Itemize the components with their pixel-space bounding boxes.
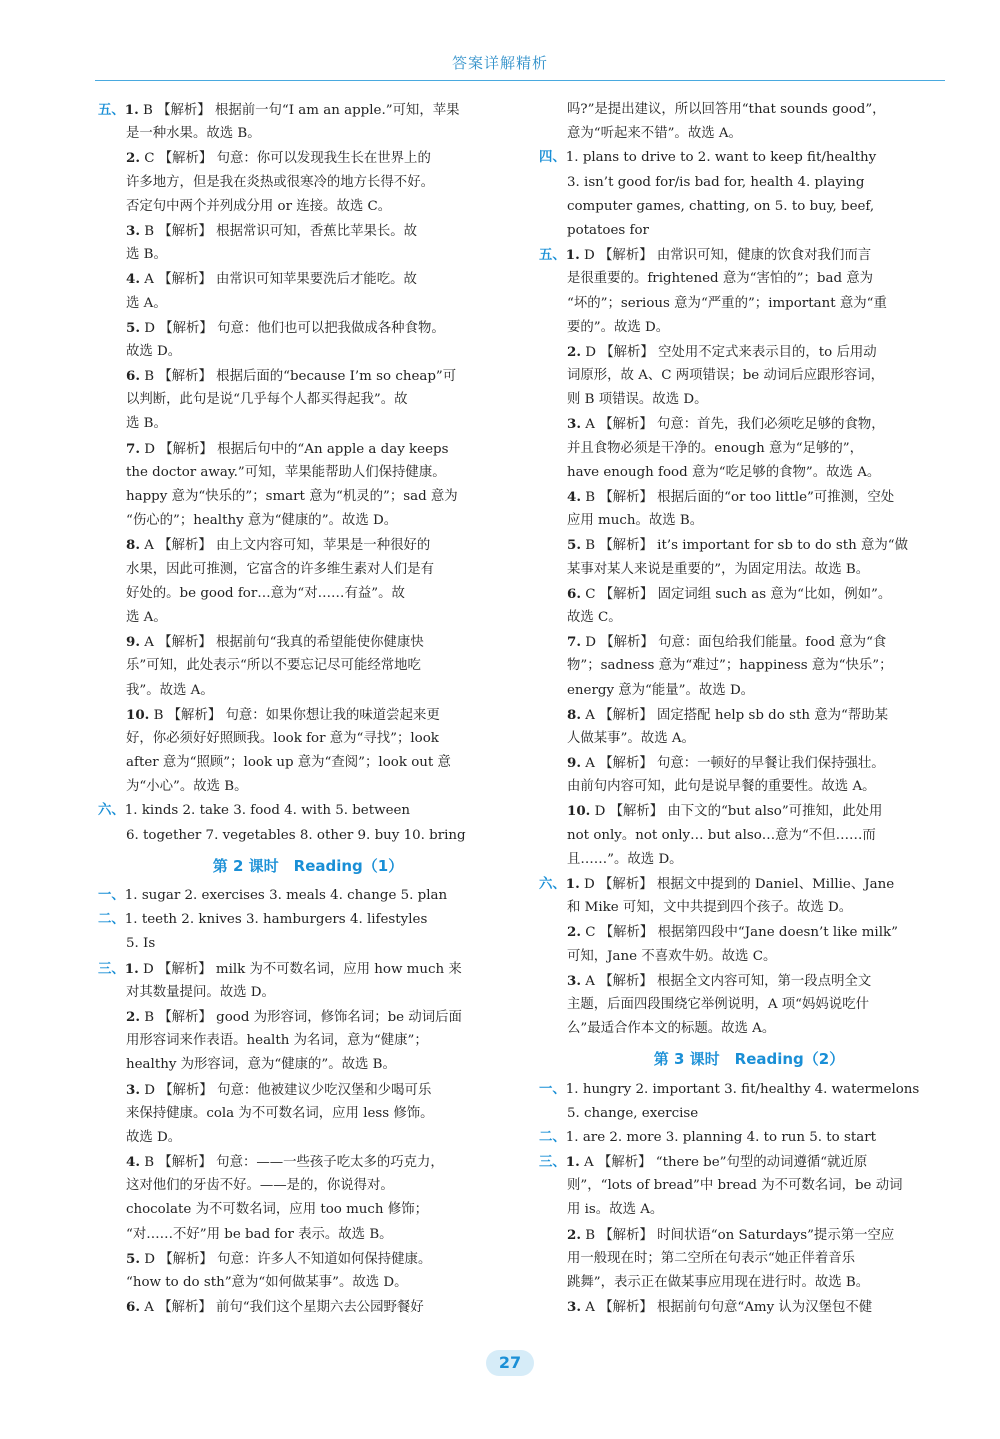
answer-letter: D bbox=[143, 961, 154, 977]
text-line bbox=[98, 340, 518, 364]
answer-letter: B bbox=[585, 538, 596, 554]
item-number: 9. bbox=[567, 755, 581, 772]
line-text: 对其数量提问。故选 D。 bbox=[126, 984, 275, 1000]
text-line bbox=[98, 727, 518, 751]
answer-item bbox=[98, 703, 518, 727]
line-text: have enough food 意为“吃足够的食物”。故选 A。 bbox=[567, 464, 881, 480]
line-text: 【解析】 句意：如果你想让我的味道尝起来更 bbox=[167, 707, 440, 723]
text-line bbox=[98, 1029, 518, 1053]
line-text: 【解析】 根据前句“我真的希望能使你健康快 bbox=[158, 635, 424, 651]
line-text: 故选 C。 bbox=[567, 609, 622, 625]
answer-item bbox=[539, 872, 959, 896]
line-text: 【解析】 句意：许多人不知道如何保持健康。 bbox=[159, 1251, 432, 1267]
line-text: 6. together 7. vegetables 8. other 9. buy 10. bring bbox=[126, 827, 466, 843]
text-line bbox=[98, 1053, 518, 1077]
line-text: 【解析】 good 为形容词，修饰名词；be 动词后面 bbox=[158, 1009, 462, 1025]
answer-item bbox=[539, 146, 959, 170]
answer-item bbox=[98, 1005, 518, 1029]
line-text: 这对他们的牙齿不好。——是的，你说得对。 bbox=[126, 1178, 394, 1194]
line-text: 【解析】 句意：一顿好的早餐让我们保持强壮。 bbox=[599, 756, 885, 772]
item-number: 1. bbox=[565, 247, 580, 264]
line-text: “坏的”；serious 意为“严重的”；important 意为“重 bbox=[567, 295, 887, 311]
answer-letter: A bbox=[144, 1300, 154, 1316]
line-text: 么”最适合作本文的标题。故选 A。 bbox=[567, 1021, 776, 1037]
answer-letter: D bbox=[594, 804, 606, 820]
text-line bbox=[98, 122, 518, 146]
page-number: 27 bbox=[498, 1353, 522, 1372]
line-text: 可知，Jane 不喜欢牛奶。故选 C。 bbox=[567, 948, 777, 964]
line-text: 【解析】 句意：你可以发现我生长在世界上的 bbox=[158, 151, 431, 167]
answer-item bbox=[539, 1223, 959, 1247]
answer-letter: B bbox=[144, 1009, 155, 1025]
text-line bbox=[98, 1223, 518, 1247]
text-line bbox=[539, 98, 959, 122]
item-number: 5. bbox=[126, 1250, 140, 1267]
answer-item bbox=[539, 1078, 959, 1102]
line-text: 【解析】 根据后面的“or too little”可推测，空处 bbox=[599, 490, 895, 505]
answer-item bbox=[539, 533, 959, 557]
line-text: 选 A。 bbox=[126, 609, 167, 625]
answer-item bbox=[98, 884, 518, 908]
line-text: 【解析】 句意：面包给我们能量。food 意为“食 bbox=[600, 635, 887, 651]
line-text: 否定句中两个并列成分用 or 连接。故选 C。 bbox=[126, 198, 392, 214]
text-line bbox=[98, 981, 518, 1005]
item-number: 4. bbox=[567, 489, 581, 505]
answer-letter: A bbox=[585, 756, 595, 772]
line-text: potatoes for bbox=[567, 222, 649, 238]
line-text: 选 B。 bbox=[126, 247, 167, 263]
line-text: 1. sugar 2. exercises 3. meals 4. change 5. plan bbox=[124, 888, 448, 903]
line-text: “对……不好”用 be bad for 表示。故选 B。 bbox=[126, 1226, 393, 1242]
answer-item bbox=[539, 582, 959, 606]
text-line bbox=[539, 727, 959, 751]
text-line bbox=[539, 775, 959, 799]
line-text: 用一般现在时；第二空所在句表示“她正伴着音乐 bbox=[567, 1250, 856, 1266]
answer-item bbox=[539, 340, 959, 364]
line-text: 水果，因此可推测，它富含的许多维生素对人们是有 bbox=[126, 561, 434, 577]
item-number: 3. bbox=[126, 222, 140, 239]
line-text: 故选 D。 bbox=[126, 343, 182, 359]
line-text: 应用 much。故选 B。 bbox=[567, 513, 704, 529]
answer-letter: C bbox=[144, 151, 155, 167]
answer-item bbox=[98, 364, 518, 388]
text-line bbox=[539, 654, 959, 678]
line-text: 【解析】 句意：——一些孩子吃太多的巧克力， bbox=[158, 1155, 444, 1171]
text-line bbox=[98, 292, 518, 316]
text-line bbox=[98, 1198, 518, 1222]
line-text: energy 意为“能量”。故选 D。 bbox=[567, 682, 755, 698]
item-number: 6. bbox=[126, 368, 140, 385]
section-marker: 三、 bbox=[98, 961, 125, 977]
line-text: 【解析】 空处用不定式来表示目的，to 后用动 bbox=[600, 344, 877, 360]
answer-letter: B bbox=[144, 223, 155, 239]
text-line bbox=[539, 292, 959, 316]
right-column bbox=[539, 98, 959, 1319]
answer-item bbox=[539, 243, 959, 267]
text-line bbox=[539, 437, 959, 461]
answer-item bbox=[539, 751, 959, 775]
line-text: 【解析】 根据后面的“because I’m so cheap”可 bbox=[158, 369, 457, 385]
lesson-heading: 第 3 课时 Reading（2） bbox=[653, 1050, 845, 1069]
item-number: 5. bbox=[126, 319, 140, 336]
item-number: 1. bbox=[565, 1154, 580, 1171]
answer-item bbox=[98, 316, 518, 340]
line-text: 人做某事”。故选 A。 bbox=[567, 730, 695, 746]
answer-item bbox=[539, 799, 959, 823]
answer-letter: A bbox=[585, 973, 595, 989]
answer-item bbox=[98, 1247, 518, 1271]
answer-letter: B bbox=[585, 1227, 596, 1243]
text-line bbox=[98, 412, 518, 436]
item-number: 8. bbox=[126, 537, 140, 554]
line-text: 1. plans to drive to 2. want to keep fit/healthy bbox=[565, 150, 877, 166]
item-number: 3. bbox=[126, 1081, 140, 1098]
header-divider bbox=[95, 80, 945, 81]
line-text: 意为“听起来不错”。故选 A。 bbox=[567, 126, 742, 142]
line-text: 【解析】 句意：首先，我们必须吃足够的食物， bbox=[599, 417, 885, 433]
answer-item bbox=[539, 969, 959, 993]
answer-letter: D bbox=[584, 248, 595, 264]
line-text: 用 is。故选 A。 bbox=[567, 1202, 664, 1218]
line-text: 跳舞”，表示正在做某事应用现在进行时。故选 B。 bbox=[567, 1275, 870, 1290]
answer-item bbox=[98, 630, 518, 654]
answer-item bbox=[539, 1295, 959, 1319]
answer-letter: B bbox=[153, 707, 164, 723]
line-text: 1. are 2. more 3. planning 4. to run 5. to start bbox=[565, 1129, 876, 1145]
item-number: 1. bbox=[124, 960, 139, 977]
line-text: 则 B 项错误。故选 D。 bbox=[567, 392, 708, 408]
item-number: 2. bbox=[126, 150, 140, 167]
text-line bbox=[539, 122, 959, 146]
line-text: 【解析】 根据后句中的“An apple a day keeps bbox=[159, 441, 449, 457]
text-line bbox=[98, 606, 518, 630]
line-text: 【解析】 根据全文内容可知，第一段点明全文 bbox=[599, 973, 872, 989]
item-number: 2. bbox=[567, 343, 581, 360]
line-text: 【解析】 句意：他被建议少吃汉堡和少喝可乐 bbox=[159, 1082, 432, 1098]
text-line bbox=[98, 775, 518, 799]
text-line bbox=[98, 485, 518, 509]
answer-letter: A bbox=[144, 538, 154, 554]
text-line bbox=[98, 679, 518, 703]
line-text: 是一种水果。故选 B。 bbox=[126, 126, 261, 142]
answer-item bbox=[98, 533, 518, 557]
text-line bbox=[539, 1247, 959, 1271]
answer-item bbox=[98, 267, 518, 291]
line-text: 由前句内容可知，此句是说早餐的重要性。故选 A。 bbox=[567, 779, 876, 795]
item-number: 7. bbox=[126, 440, 140, 457]
line-text: happy 意为“快乐的”；smart 意为“机灵的”；sad 意为 bbox=[126, 489, 458, 504]
item-number: 2. bbox=[126, 1008, 140, 1025]
section-marker: 五、 bbox=[539, 248, 566, 264]
line-text: 是很重要的。frightened 意为“害怕的”；bad 意为 bbox=[567, 271, 874, 287]
text-line bbox=[98, 388, 518, 412]
item-number: 4. bbox=[126, 1154, 140, 1171]
answer-letter: B bbox=[143, 103, 153, 118]
line-text: 【解析】 根据前一句“I am an apple.”可知，苹果 bbox=[157, 103, 460, 118]
line-text: 5. change, exercise bbox=[567, 1105, 699, 1121]
line-text: 1. kinds 2. take 3. food 4. with 5. between bbox=[124, 803, 411, 819]
answer-letter: C bbox=[585, 925, 596, 941]
text-line bbox=[98, 509, 518, 533]
line-text: 则”，“lots of bread”中 bread 为不可数名词，be 动词 bbox=[567, 1178, 903, 1194]
text-line bbox=[98, 1174, 518, 1198]
line-text: 好处的。be good for…意为“对……有益”。故 bbox=[126, 585, 405, 601]
text-line bbox=[98, 195, 518, 219]
text-line bbox=[539, 219, 959, 243]
answer-letter: C bbox=[585, 586, 596, 602]
line-text: 【解析】 根据前句句意“Amy 认为汉堡包不健 bbox=[599, 1300, 873, 1316]
line-text: 选 A。 bbox=[126, 295, 167, 311]
line-text: 并且食物必须是干净的。enough 意为“足够的”， bbox=[567, 440, 864, 456]
item-number: 1. bbox=[124, 102, 139, 118]
text-line bbox=[539, 993, 959, 1017]
line-text: 【解析】 前句“我们这个星期六去公园野餐好 bbox=[158, 1300, 424, 1316]
answer-letter: A bbox=[585, 707, 595, 723]
line-text: 主题，后面四段围绕它举例说明，A 项“妈妈说吃什 bbox=[567, 996, 869, 1012]
text-line bbox=[98, 582, 518, 606]
text-line bbox=[98, 654, 518, 678]
text-line bbox=[539, 1271, 959, 1295]
answer-letter: D bbox=[144, 320, 155, 336]
text-line bbox=[539, 1174, 959, 1198]
item-number: 6. bbox=[126, 1299, 140, 1316]
text-line bbox=[539, 945, 959, 969]
text-line bbox=[98, 171, 518, 195]
text-line bbox=[98, 461, 518, 485]
line-text: 【解析】 句意：他们也可以把我做成各种食物。 bbox=[159, 320, 445, 336]
line-text: 【解析】 根据第四段中“Jane doesn’t like milk” bbox=[599, 925, 898, 941]
section-marker: 六、 bbox=[98, 803, 125, 819]
text-line bbox=[98, 1102, 518, 1126]
text-line bbox=[98, 1271, 518, 1295]
answer-letter: B bbox=[144, 1155, 155, 1171]
line-text: 【解析】 由下文的“but also”可推知，此处用 bbox=[609, 804, 883, 820]
answer-item bbox=[539, 412, 959, 436]
line-text: 我”。故选 A。 bbox=[126, 682, 214, 698]
text-line bbox=[98, 824, 518, 848]
answer-letter: D bbox=[144, 1251, 155, 1267]
line-text: healthy 为形容词，意为“健康的”。故选 B。 bbox=[126, 1057, 396, 1073]
text-line bbox=[98, 243, 518, 267]
line-text: 【解析】 由常识可知，健康的饮食对我们而言 bbox=[599, 248, 872, 264]
item-number: 2. bbox=[567, 924, 581, 941]
text-line bbox=[539, 195, 959, 219]
line-text: 3. isn’t good for/is bad for, health 4. playing bbox=[567, 174, 865, 190]
section-marker: 五、 bbox=[98, 103, 125, 118]
line-text: 好，你必须好好照顾我。look for 意为“寻找”；look bbox=[126, 730, 439, 746]
line-text: 【解析】 it’s important for sb to do sth 意为“做 bbox=[599, 538, 908, 554]
section-marker: 二、 bbox=[98, 912, 125, 928]
section-marker: 六、 bbox=[539, 877, 566, 892]
answer-item bbox=[98, 1295, 518, 1319]
answer-letter: D bbox=[585, 635, 596, 651]
answer-item bbox=[539, 485, 959, 509]
section-marker: 一、 bbox=[539, 1081, 566, 1097]
line-text: 【解析】 固定词组 such as 意为“比如，例如”。 bbox=[599, 586, 892, 602]
item-number: 9. bbox=[126, 634, 140, 651]
line-text: “how to do sth”意为“如何做某事”。故选 D。 bbox=[126, 1275, 408, 1290]
text-line bbox=[98, 751, 518, 775]
line-text: 选 B。 bbox=[126, 416, 167, 432]
line-text: 为“小心”。故选 B。 bbox=[126, 779, 248, 795]
line-text: computer games, chatting, on 5. to buy, beef, bbox=[567, 198, 875, 214]
answer-letter: A bbox=[585, 417, 595, 433]
answer-letter: D bbox=[585, 344, 596, 360]
answer-item bbox=[539, 1150, 959, 1174]
line-text: 用形容词来作表语。health 为名词，意为“健康”； bbox=[126, 1033, 428, 1049]
item-number: 8. bbox=[567, 706, 581, 723]
text-line bbox=[539, 461, 959, 485]
text-line bbox=[539, 896, 959, 920]
line-text: 某事对某人来说是重要的”，为固定用法。故选 B。 bbox=[567, 561, 870, 577]
line-text: 和 Mike 可知，文中共提到四个孩子。故选 D。 bbox=[567, 900, 853, 916]
text-line bbox=[539, 679, 959, 703]
item-number: 6. bbox=[567, 585, 581, 602]
text-line bbox=[539, 824, 959, 848]
item-number: 10. bbox=[567, 803, 591, 820]
answer-letter: D bbox=[144, 1082, 155, 1098]
text-line bbox=[539, 267, 959, 291]
line-text: 【解析】 milk 为不可数名词，应用 how much 来 bbox=[158, 961, 462, 977]
item-number: 4. bbox=[126, 271, 140, 288]
text-line bbox=[98, 932, 518, 956]
answer-item bbox=[98, 98, 518, 122]
line-text: 以判断，此句是说“几乎每个人都买得起我”。故 bbox=[126, 392, 408, 408]
line-text: 【解析】 根据文中提到的 Daniel、Millie、Jane bbox=[599, 877, 895, 892]
answer-item bbox=[98, 437, 518, 461]
section-marker: 二、 bbox=[539, 1129, 566, 1145]
answer-letter: A bbox=[584, 1155, 594, 1171]
answer-item bbox=[539, 920, 959, 944]
left-column bbox=[98, 98, 518, 1319]
answer-item bbox=[98, 1078, 518, 1102]
line-text: 【解析】 由上文内容可知，苹果是一种很好的 bbox=[158, 538, 431, 554]
line-text: 1. teeth 2. knives 3. hamburgers 4. lifestyles bbox=[124, 912, 428, 928]
text-line bbox=[98, 1126, 518, 1150]
line-text: 1. hungry 2. important 3. fit/healthy 4. watermelons bbox=[565, 1081, 920, 1097]
item-number: 1. bbox=[565, 876, 580, 892]
text-line bbox=[539, 1198, 959, 1222]
line-text: 5. Is bbox=[126, 936, 156, 952]
answer-letter: D bbox=[584, 877, 595, 892]
section-marker: 三、 bbox=[539, 1155, 566, 1171]
answer-item bbox=[98, 1150, 518, 1174]
text-line bbox=[539, 606, 959, 630]
answer-item bbox=[539, 1126, 959, 1150]
line-text: 许多地方，但是我在炎热或很寒冷的地方长得不好。 bbox=[126, 174, 434, 190]
answer-letter: A bbox=[585, 1300, 595, 1316]
line-text: 要的”。故选 D。 bbox=[567, 319, 670, 335]
item-number: 7. bbox=[567, 634, 581, 651]
text-line bbox=[539, 1017, 959, 1041]
line-text: 且……”。故选 D。 bbox=[567, 851, 683, 867]
text-line bbox=[539, 1102, 959, 1126]
text-line bbox=[539, 171, 959, 195]
line-text: 【解析】 根据常识可知，香蕉比苹果长。故 bbox=[158, 223, 418, 239]
line-text: the doctor away.”可知，苹果能帮助人们保持健康。 bbox=[126, 464, 446, 480]
answer-item bbox=[98, 957, 518, 981]
answer-item bbox=[98, 908, 518, 932]
answer-letter: D bbox=[144, 441, 155, 457]
item-number: 3. bbox=[567, 416, 581, 433]
line-text: after 意为“照顾”；look up 意为“查阅”；look out 意 bbox=[126, 755, 451, 771]
line-text: 词原形，故 A、C 两项错误；be 动词后应跟形容词， bbox=[567, 368, 884, 384]
line-text: 乐”可知，此处表示“所以不要忘记尽可能经常地吃 bbox=[126, 658, 421, 674]
item-number: 2. bbox=[567, 1226, 581, 1243]
text-line bbox=[539, 316, 959, 340]
line-text: 【解析】 固定搭配 help sb do sth 意为“帮助某 bbox=[599, 707, 889, 723]
line-text: 【解析】 “there be”句型的动词遵循“就近原 bbox=[597, 1155, 868, 1171]
answer-letter: A bbox=[144, 635, 154, 651]
answer-letter: A bbox=[144, 272, 154, 288]
line-text: 【解析】 由常识可知苹果要洗后才能吃。故 bbox=[158, 272, 417, 288]
lesson-heading: 第 2 课时 Reading（1） bbox=[212, 856, 404, 875]
section-marker: 四、 bbox=[539, 150, 566, 166]
section-marker: 一、 bbox=[98, 888, 125, 903]
text-line bbox=[539, 509, 959, 533]
answer-item bbox=[539, 703, 959, 727]
answer-item bbox=[98, 219, 518, 243]
text-line bbox=[98, 558, 518, 582]
line-text: 吗?”是提出建议，所以回答用“that sounds good”， bbox=[567, 102, 886, 117]
line-text: 【解析】 时间状语“on Saturdays”提示第一空应 bbox=[599, 1227, 895, 1243]
text-line bbox=[539, 388, 959, 412]
text-line bbox=[539, 848, 959, 872]
answer-letter: B bbox=[144, 369, 155, 385]
item-number: 5. bbox=[567, 537, 581, 554]
answer-item bbox=[98, 799, 518, 823]
line-text: “伤心的”；healthy 意为“健康的”。故选 D。 bbox=[126, 513, 398, 529]
line-text: chocolate 为不可数名词，应用 too much 修饰； bbox=[126, 1202, 428, 1218]
line-text: 故选 D。 bbox=[126, 1129, 182, 1145]
text-line bbox=[539, 558, 959, 582]
line-text: not only。not only… but also…意为“不但……而 bbox=[567, 827, 876, 843]
answer-item bbox=[539, 630, 959, 654]
line-text: 来保持健康。cola 为不可数名词，应用 less 修饰。 bbox=[126, 1105, 434, 1121]
item-number: 3. bbox=[567, 972, 581, 989]
page-header-title: 答案详解精析 bbox=[451, 54, 548, 72]
answer-item bbox=[98, 146, 518, 170]
answer-letter: B bbox=[585, 490, 596, 505]
line-text: 物”；sadness 意为“难过”；happiness 意为“快乐”； bbox=[567, 658, 893, 674]
text-line bbox=[539, 364, 959, 388]
item-number: 3. bbox=[567, 1299, 581, 1316]
item-number: 10. bbox=[126, 706, 150, 723]
